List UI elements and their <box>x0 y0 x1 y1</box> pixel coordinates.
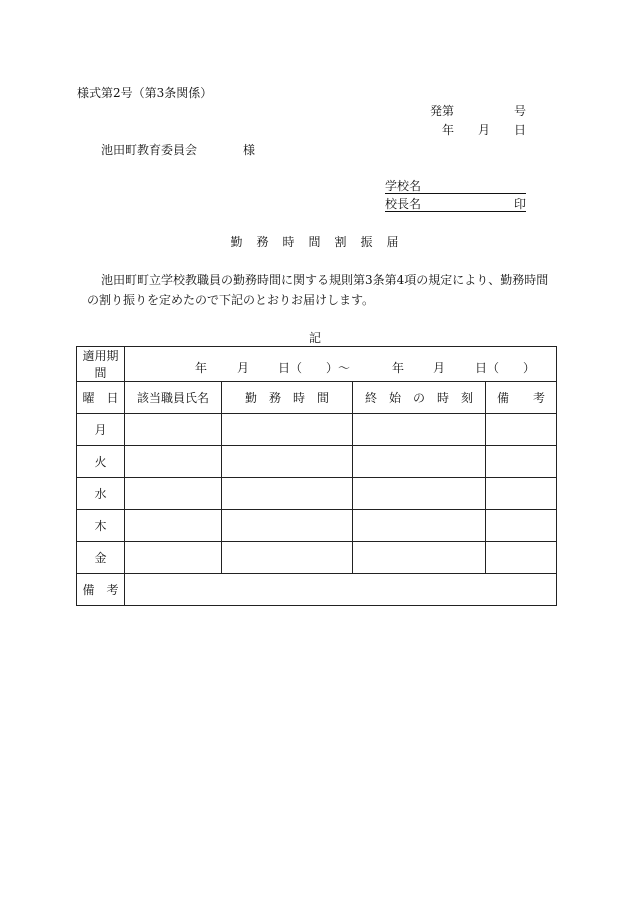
staff-name-cell[interactable] <box>125 478 222 510</box>
day-label: 火 <box>77 446 125 478</box>
day-label: 金 <box>77 542 125 574</box>
school-name-label: 学校名 <box>385 179 422 193</box>
remarks-cell[interactable] <box>486 446 557 478</box>
schedule-table <box>76 346 557 606</box>
addressee-honorific: 様 <box>243 143 256 157</box>
principal-name-field[interactable] <box>385 198 526 212</box>
school-name-field[interactable] <box>385 180 526 194</box>
addressee <box>101 144 255 156</box>
table-row <box>77 542 557 574</box>
period-end-year: 年 <box>392 360 405 375</box>
day-label: 月 <box>77 414 125 446</box>
start-end-time-cell[interactable] <box>353 510 486 542</box>
staff-name-cell[interactable] <box>125 446 222 478</box>
remarks-label: 備 考 <box>77 574 125 606</box>
table-row <box>77 446 557 478</box>
period-end-month: 月 <box>433 360 446 375</box>
table-row <box>77 414 557 446</box>
header-day: 曜 日 <box>77 382 125 414</box>
period-label: 適用期間 <box>77 347 125 382</box>
working-hours-cell[interactable] <box>222 446 353 478</box>
table-row <box>77 510 557 542</box>
ki-heading: 記 <box>308 331 321 345</box>
period-start-month: 月 <box>237 360 250 375</box>
staff-name-cell[interactable] <box>125 414 222 446</box>
header-start-end-time: 終 始 の 時 刻 <box>353 382 486 414</box>
form-number: 様式第2号（第3条関係） <box>77 86 213 100</box>
remarks-cell[interactable] <box>486 478 557 510</box>
remarks-value-cell[interactable] <box>125 574 557 606</box>
period-value-cell[interactable] <box>125 347 557 382</box>
header-row <box>77 382 557 414</box>
start-end-time-cell[interactable] <box>353 414 486 446</box>
working-hours-cell[interactable] <box>222 542 353 574</box>
period-end-day: 日（ ） <box>475 360 536 375</box>
header-working-hours: 勤 務 時 間 <box>222 382 353 414</box>
principal-name-label: 校長名 <box>385 197 422 211</box>
issue-number: 発第 号 <box>429 104 526 118</box>
start-end-time-cell[interactable] <box>353 446 486 478</box>
working-hours-cell[interactable] <box>222 510 353 542</box>
remarks-cell[interactable] <box>486 414 557 446</box>
remarks-cell[interactable] <box>486 510 557 542</box>
document-title: 勤 務 時 間 割 振 届 <box>230 235 400 249</box>
period-row <box>77 347 557 382</box>
header-remarks: 備 考 <box>486 382 557 414</box>
start-end-time-cell[interactable] <box>353 542 486 574</box>
body-text: 池田町町立学校教職員の勤務時間に関する規則第3条第4項の規定により、勤務時間の割り振りを定めたので下記のとおりお届けします。 <box>87 273 549 307</box>
seal-mark: 印 <box>513 197 526 211</box>
addressee-name: 池田町教育委員会 <box>101 143 198 157</box>
staff-name-cell[interactable] <box>125 542 222 574</box>
day-label: 木 <box>77 510 125 542</box>
remarks-cell[interactable] <box>486 542 557 574</box>
working-hours-cell[interactable] <box>222 414 353 446</box>
start-end-time-cell[interactable] <box>353 478 486 510</box>
working-hours-cell[interactable] <box>222 478 353 510</box>
staff-name-cell[interactable] <box>125 510 222 542</box>
period-start-day: 日（ ）〜 <box>278 360 351 375</box>
issue-date: 年 月 日 <box>441 123 526 137</box>
remarks-row <box>77 574 557 606</box>
header-staff-name: 該当職員氏名 <box>125 382 222 414</box>
period-start-year: 年 <box>195 360 208 375</box>
table-row <box>77 478 557 510</box>
day-label: 水 <box>77 478 125 510</box>
